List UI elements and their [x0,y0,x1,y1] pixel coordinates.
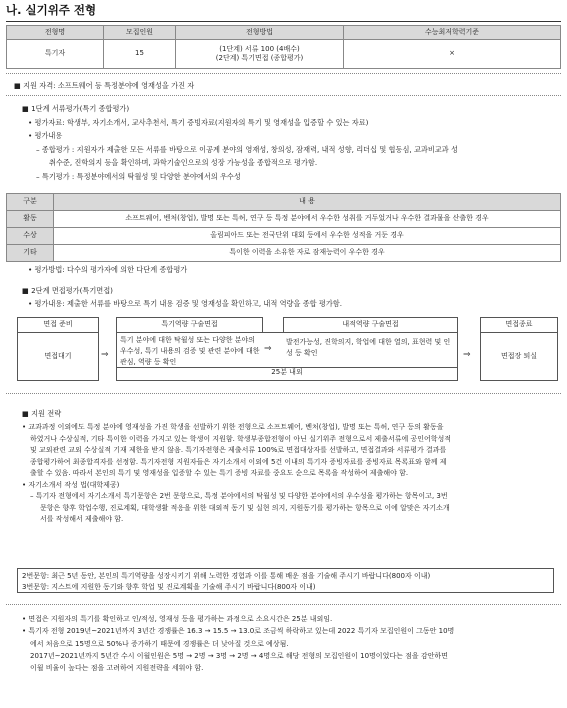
strategy-line: 및 교외관련 교외 수상실적 기재 제한을 받지 않음. 특기자전형은 제출서류 100%로 면접대상자를 선발하고, 면접결과와 서류평가 결과를 [30,446,447,455]
flow-end-body: 면접장 퇴실 [480,332,558,381]
header-name: 전형명 [7,26,104,40]
criteria-header-row [7,194,561,211]
stage1-content-label: • 평가내용 [28,131,63,140]
table-row [7,245,561,262]
admission-table [6,25,561,69]
cell-name: 특기자 [7,40,104,69]
notes [22,613,557,674]
note-line: • 면접은 지원자의 특기를 확인하고 인/적성, 영재성 등을 평가하는 과정으로 소요시간은 25분 내외임. [22,615,333,623]
strategy-line: – 특기자 전형에서 자기소개서 특기문항은 2번 문항으로, 특정 분야에서의 탁월성 및 다양한 분야에서의 우수성을 평가하는 항목이고, 3번 [30,492,448,501]
strategy-heading: ■ 지원 전략 [22,409,62,418]
strategy-line: 하였거나 수상실적, 기타 특이한 이력을 가지고 있는 학생이 지원함. 학생부종합전형이 아닌 실기위주 전형으로서 제출서류에 공인어학성적 [30,434,452,443]
strategy-sub-heading: • 자기소개서 작성 법(대학제공) [22,480,120,489]
flow-prep-title: 면접 준비 [17,317,99,333]
header-method: 전형방법 [176,26,344,40]
stage2-content: • 평가내용: 제출한 서류를 바탕으로 특기 내용 검증 및 영재성을 확인하고, 내적 역량을 종합 평가함. [28,299,343,308]
method-stage1: (1단계) 서류 100 (4배수) [219,44,300,53]
eval-method: • 평가방법: 다수의 평가자에 의한 다단계 종합평가 [28,265,188,274]
strategy-line: 서를 작성해서 제출해야 함. [40,515,124,524]
flow-end-title: 면접종료 [480,317,558,333]
qualification: ■ 지원 자격: 소프트웨어 등 특정분야에 영재성을 가진 자 [14,81,195,90]
section-title: 나. 실기위주 전형 [6,3,97,17]
flow-inner-title: 내적역량 구술면접 [283,317,458,333]
stage1-content1a: – 종합평가 : 지원자가 제출한 모든 서류를 바탕으로 이공계 분야의 영재성, 창의성, 잠재력, 내적 성향, 리더십 및 협동심, 교과비교과 성 [36,145,458,154]
header-min: 수능최저학력기준 [344,26,561,40]
criteria-header-v: 내 용 [54,194,561,211]
stage1-material: • 평가자료: 학생부, 자기소개서, 교사추천서, 특기 증빙자료(지원자의 특기 및 영재성을 입증할 수 있는 자료) [28,118,369,127]
flow-special-body: 특기 분야에 대한 탁월성 또는 다양한 분야의 우수성, 특기 내용의 검증 및 관련 분야에 대한 관심, 역량 등 확인 [120,336,260,367]
cell-method [176,40,344,69]
flow-arrow: ⇒ [264,344,272,354]
strategy-line: • 교과과정 이외에도 특정 분야에 영재성을 가진 학생을 선발하기 위한 전형으로 소프트웨어, 벤처(창업), 발명 또는 특허, 연구 등의 활동을 [22,423,444,431]
question-3: 3번문항: 지스트에 지원한 동기와 향후 학업 및 진로계획을 기술해 주시기 바랍니다(800자 이내) [22,582,316,591]
divider [6,604,561,605]
stage1-content1b: 취수준, 진학의지 등을 확인하며, 과학기술인으로의 성장 가능성을 종합적으로 평가함. [49,158,318,167]
criteria-key: 활동 [7,211,54,228]
strategy-paragraph [22,422,557,526]
table-row [7,40,561,69]
method-stage2: (2단계) 특기면접 (종합평가) [215,54,304,62]
criteria-key: 기타 [7,245,54,262]
flow-duration: 25분 내외 [271,368,303,376]
criteria-key: 수상 [7,228,54,245]
strategy-line: 출할 수 있음. 따라서 본인의 특기 및 영재성을 입증할 수 있는 특기 증빙 자료를 중요도 순으로 목록을 작성하여 제출해야 함. [30,469,409,478]
divider [6,393,561,394]
criteria-table [6,193,561,262]
title-rule [6,21,561,22]
note-line: 이월 비율이 높다는 점을 고려하여 지원전략을 세워야 함. [30,664,204,672]
divider [6,73,561,74]
strategy-line: 문항은 향후 학업수행, 진로계획, 대학생활 적응을 위한 대외적 동기 및 실현 의지, 지원동기를 평가하는 항목으로 이에 알맞은 자기소개 [40,503,450,512]
flow-arrow: ⇒ [463,350,471,360]
strategy-line: 종합평가하여 최종합격자를 선정함. 특기자전형 지원자들은 자기소개서 이외에 5건 이내의 특기자 증빙자료를 증빙자료 목록표와 함께 제 [30,457,447,466]
criteria-value: 특이한 이력을 소유한 자로 잠재능력이 우수한 경우 [54,245,561,262]
flow-arrow: ⇒ [101,350,109,360]
stage1-heading: ■ 1단계 서류평가(특기 종합평가) [22,104,130,113]
note-line: 에서 처음으로 15명으로 50%나 증가하기 때문에 경쟁률은 더 낮아질 것으로 예상됨. [30,639,289,648]
flow-special-title: 특기역량 구술면접 [116,317,263,333]
table-header-row [7,26,561,40]
note-line: 2017년~2021년까지 5년간 수시 이월인원은 5명 → 2명 → 3명 → 2명 → 4명으로 해당 전형의 모집인원이 10명이었다는 점을 감안하면 [30,651,448,660]
question-2: 2번문항: 최근 5년 동안, 본인의 특기역량을 성장시키기 위해 노력한 경험과 이를 통해 배운 점을 기술해 주시기 바랍니다(800자 이내) [22,572,431,580]
stage1-content2: – 특기평가 : 특정분야에서의 탁월성 및 다양한 분야에서의 우수성 [36,172,241,181]
flow-inner-body: 발전가능성, 진학의지, 학업에 대한 열의, 표현력 및 인성 등 확인 [286,338,451,358]
divider [6,95,561,96]
stage2-heading: ■ 2단계 면접평가(특기면접) [22,286,113,295]
essay-questions-box [17,568,554,593]
header-count: 모집인원 [104,26,176,40]
cell-min: × [344,40,561,69]
criteria-header-k: 구분 [7,194,54,211]
criteria-value: 올림피아드 또는 전국단위 대회 등에서 우수한 성적을 거둔 경우 [54,228,561,245]
table-row [7,211,561,228]
cell-count: 15 [104,40,176,69]
note-line: • 특기자 전형 2019년~2021년까지 3년간 경쟁률은 16.3 → 15.5 → 13.0로 조금씩 하락하고 있는데 2022 특기자 모집인원이 그동안 10명 [22,627,455,636]
table-row [7,228,561,245]
flow-prep-body: 면접대기 [17,332,99,381]
criteria-value: 소프트웨어, 벤처(창업), 발명 또는 특허, 연구 등 특정 분야에서 우수한 성취를 거두었거나 우수한 결과물을 산출한 경우 [54,211,561,228]
